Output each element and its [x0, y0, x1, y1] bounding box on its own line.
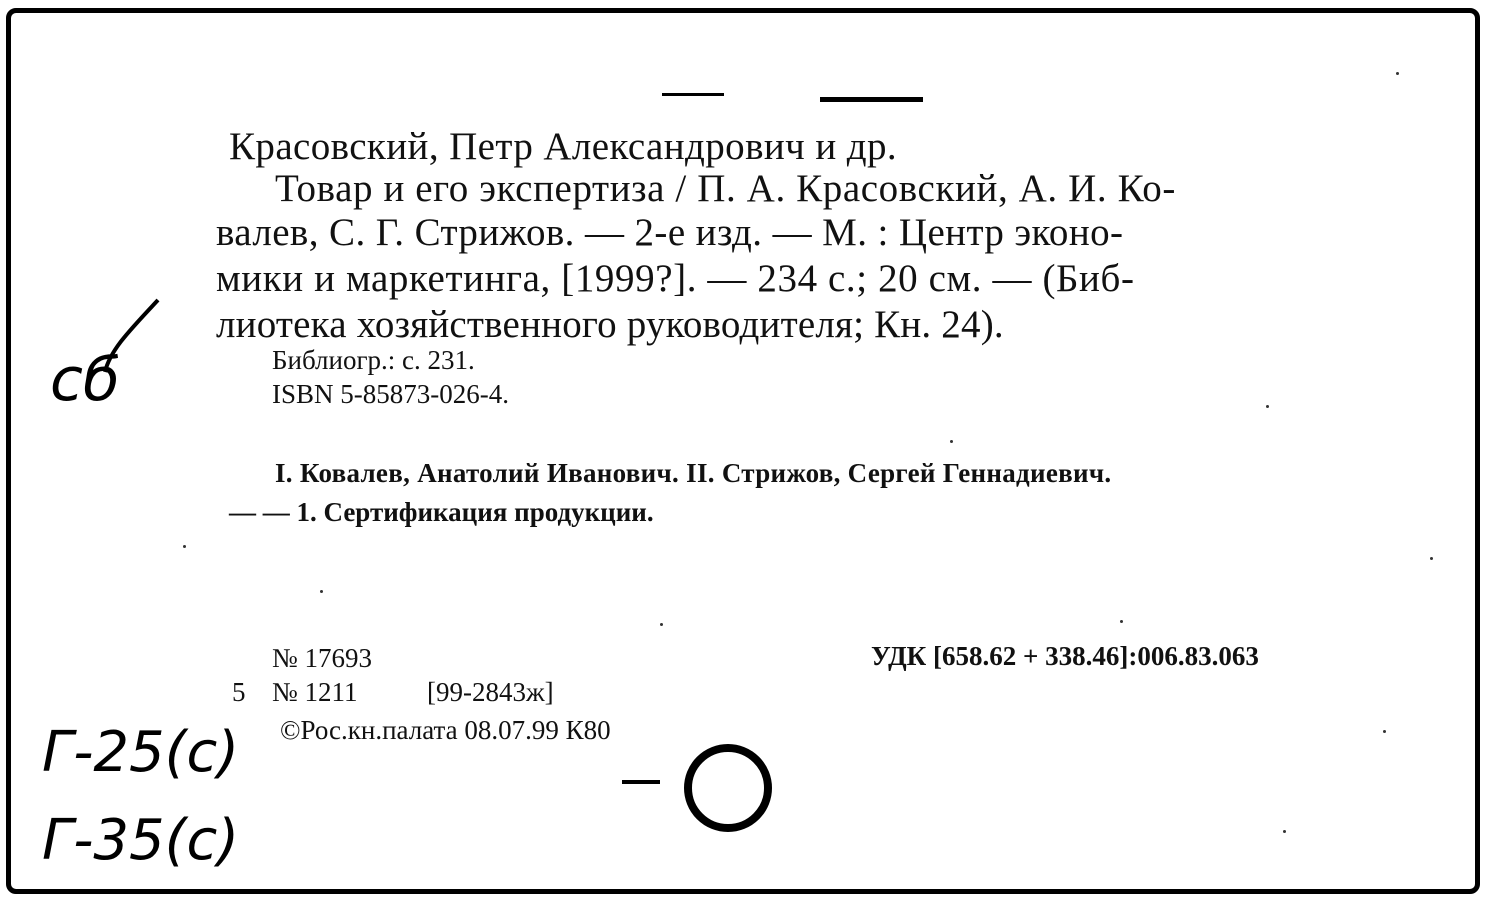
order-number: № 1211: [272, 677, 358, 707]
description-line-1: Товар и его экспертиза / П. А. Красовский, А. И. Ко-: [275, 167, 1176, 210]
speck: [1120, 620, 1123, 623]
isbn: ISBN 5-85873-026-4.: [272, 379, 509, 409]
chamber-line: ©Рос.кн.палата 08.07.99 К80: [280, 715, 611, 745]
card-heading: Красовский, Петр Александрович и др.: [229, 125, 898, 168]
handwritten-circle: [688, 748, 768, 828]
description-line-4: лиотека хозяйственного руководителя; Кн. 24).: [216, 303, 1004, 346]
handwritten-stroke: [105, 300, 158, 372]
handwritten-shelf-2: Г-35(с): [42, 808, 240, 873]
handwritten-shelf-1: Г-25(с): [42, 720, 240, 785]
description-line-2: валев, С. Г. Стрижов. — 2-е изд. — М. : Центр эконо-: [216, 211, 1124, 254]
order-code: [99-2843ж]: [427, 677, 554, 707]
speck: [1283, 830, 1286, 833]
record-number: № 17693: [272, 643, 373, 673]
speck: [660, 623, 663, 626]
description-line-3: мики и маркетинга, [1999?]. — 234 с.; 20 см. — (Биб-: [216, 257, 1135, 300]
handwritten-mark-sb: сб: [50, 345, 120, 415]
speck: [950, 440, 953, 443]
tracings-line-1: I. Ковалев, Анатолий Иванович. II. Стрижов, Сергей Геннадиевич.: [275, 458, 1112, 488]
speck: [1396, 72, 1399, 75]
speck: [183, 545, 186, 548]
tracings-line-2: — — 1. Сертификация продукции.: [229, 497, 654, 527]
order-prefix: 5: [232, 677, 246, 707]
speck: [1430, 557, 1433, 560]
speck: [320, 590, 323, 593]
udc: УДК [658.62 + 338.46]:006.83.063: [871, 641, 1259, 671]
speck: [1266, 405, 1269, 408]
bibliography-note: Библиогр.: с. 231.: [272, 345, 475, 375]
speck: [1383, 730, 1386, 733]
